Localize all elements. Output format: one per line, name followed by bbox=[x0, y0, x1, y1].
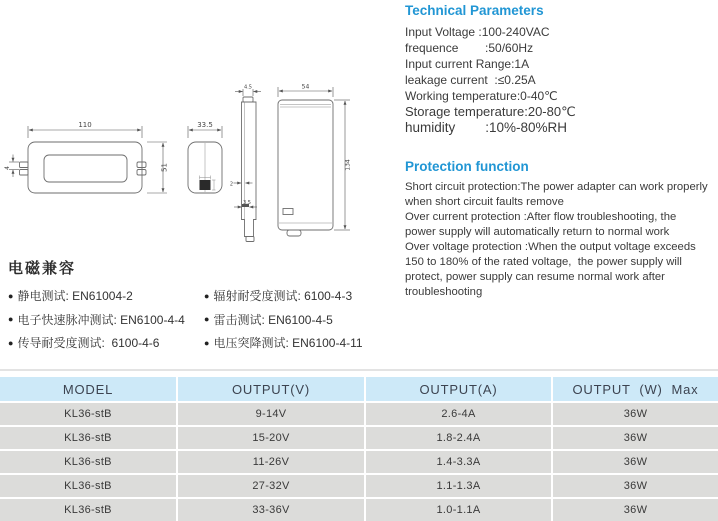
output-a-cell: 1.8-2.4A bbox=[366, 427, 551, 449]
label-window-detail bbox=[283, 209, 293, 215]
emc-test-item bbox=[8, 331, 204, 355]
front-clip-dimension: 4 bbox=[4, 166, 11, 170]
bullet-icon: ● bbox=[8, 314, 14, 325]
end-view-drawing bbox=[188, 121, 222, 193]
bullet-icon: ● bbox=[8, 337, 14, 348]
side-view-drawing bbox=[278, 84, 352, 237]
emc-test-label: 辐射耐受度测试: 6100-4-3 bbox=[213, 289, 353, 304]
output-a-cell: 1.4-3.3A bbox=[366, 451, 551, 473]
protection-function-section bbox=[405, 159, 718, 300]
protection-function-title: Protection function bbox=[405, 159, 529, 174]
dc-connector-detail bbox=[200, 180, 211, 190]
protection-text-line: Over voltage protection :When the output voltage exceeds bbox=[405, 241, 696, 253]
table-top-divider bbox=[0, 369, 718, 371]
protection-text-line: Short circuit protection:The power adapter can work properly bbox=[405, 181, 708, 193]
output-spec-table bbox=[0, 377, 718, 521]
end-width-dimension: 33.5 bbox=[197, 121, 213, 129]
emc-test-item bbox=[204, 308, 363, 332]
output-v-cell: 27-32V bbox=[178, 475, 364, 497]
tech-param-line: Storage temperature:20-80℃ bbox=[405, 104, 576, 119]
profile-wall-dimension: 2 bbox=[229, 181, 234, 188]
front-view-drawing bbox=[4, 121, 169, 193]
emc-section-title: 电磁兼容 bbox=[8, 260, 77, 277]
column-header-output-a: OUTPUT(A) bbox=[366, 377, 551, 401]
protection-text-line: Over current protection :After flow troubleshooting, the bbox=[405, 211, 677, 223]
tech-param-line: Working temperature:0-40℃ bbox=[405, 89, 558, 103]
bullet-icon: ● bbox=[8, 290, 14, 301]
column-header-model: MODEL bbox=[0, 377, 176, 401]
front-height-dimension: 51 bbox=[160, 163, 169, 172]
output-a-cell: 2.6-4A bbox=[366, 403, 551, 425]
side-profile-drawing bbox=[230, 85, 261, 242]
technical-parameters-title: Technical Parameters bbox=[405, 3, 544, 18]
tech-param-line: leakage current :≤0.25A bbox=[405, 73, 536, 87]
profile-top-dimension: 4.5 bbox=[244, 84, 252, 91]
tech-param-line: Input Voltage :100-240VAC bbox=[405, 25, 550, 39]
emc-test-item bbox=[204, 331, 363, 355]
front-width-dimension: 110 bbox=[78, 121, 92, 129]
column-header-output-w: OUTPUT (W) Max bbox=[553, 377, 718, 401]
output-a-cell: 1.0-1.1A bbox=[366, 499, 551, 521]
model-cell: KL36-stB bbox=[0, 427, 176, 449]
model-cell: KL36-stB bbox=[0, 451, 176, 473]
emc-test-label: 传导耐受度测试: 6100-4-6 bbox=[17, 336, 160, 351]
bullet-icon: ● bbox=[204, 337, 210, 348]
emc-test-label: 静电测试: EN61004-2 bbox=[17, 289, 133, 304]
protection-text-line: protect, power supply can resume normal work after bbox=[405, 271, 665, 283]
output-w-cell: 36W bbox=[553, 499, 718, 521]
profile-step-dimension: 3.5 bbox=[243, 200, 251, 206]
emc-left-column bbox=[8, 284, 204, 355]
bullet-icon: ● bbox=[204, 290, 210, 301]
emc-test-label: 雷击测试: EN6100-4-5 bbox=[213, 312, 333, 327]
bullet-icon: ● bbox=[204, 314, 210, 325]
technical-parameters-section bbox=[405, 3, 576, 136]
protection-text-line: when short circuit faults remove bbox=[405, 196, 564, 208]
model-cell: KL36-stB bbox=[0, 475, 176, 497]
output-v-cell: 15-20V bbox=[178, 427, 364, 449]
protection-text-line: troubleshooting bbox=[405, 286, 483, 298]
emc-right-column bbox=[204, 284, 363, 355]
emc-test-item bbox=[8, 308, 204, 332]
model-cell: KL36-stB bbox=[0, 499, 176, 521]
tech-param-line: humidity :10%-80%RH bbox=[405, 120, 568, 135]
side-height-dimension: 134 bbox=[344, 159, 352, 171]
emc-test-label: 电子快速脉冲测试: EN6100-4-4 bbox=[17, 312, 185, 327]
protection-text-line: 150 to 180% of the rated voltage, the power supply will bbox=[405, 256, 682, 268]
emc-section bbox=[8, 260, 400, 355]
column-header-output-v: OUTPUT(V) bbox=[178, 377, 364, 401]
emc-test-item bbox=[204, 284, 363, 308]
protection-text-line: power supply will automatically return to normal work bbox=[405, 226, 670, 238]
tech-param-line: frequence :50/60Hz bbox=[405, 41, 534, 55]
dimension-drawings bbox=[0, 80, 390, 255]
output-a-cell: 1.1-1.3A bbox=[366, 475, 551, 497]
output-w-cell: 36W bbox=[553, 475, 718, 497]
output-w-cell: 36W bbox=[553, 451, 718, 473]
output-v-cell: 11-26V bbox=[178, 451, 364, 473]
output-v-cell: 33-36V bbox=[178, 499, 364, 521]
tech-param-line: Input current Range:1A bbox=[405, 57, 530, 71]
emc-test-item bbox=[8, 284, 204, 308]
output-w-cell: 36W bbox=[553, 427, 718, 449]
emc-test-label: 电压突降测试: EN6100-4-11 bbox=[213, 336, 363, 351]
output-v-cell: 9-14V bbox=[178, 403, 364, 425]
output-w-cell: 36W bbox=[553, 403, 718, 425]
model-cell: KL36-stB bbox=[0, 403, 176, 425]
side-width-dimension: 54 bbox=[301, 83, 310, 91]
